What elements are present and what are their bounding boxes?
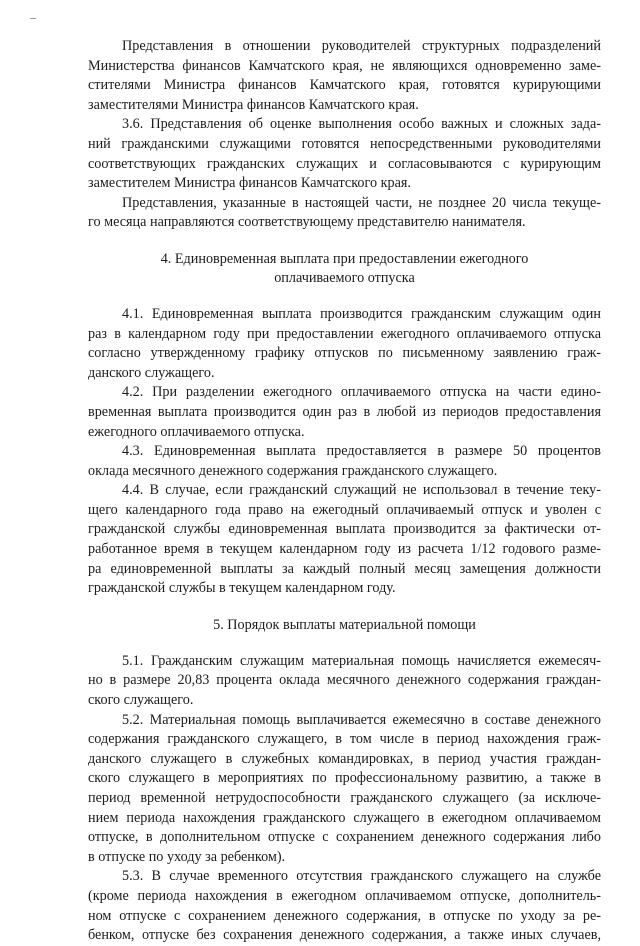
text-line: заместителями Министра финансов Камчатского края. [88,96,419,113]
text-line: ежегодного оплачиваемого отпуска. [88,423,305,440]
text-line: соответствующих гражданских служащих и согласовываются с курирующим [88,155,601,172]
paragraph-5-1 [88,652,601,711]
text-line: оклада месячного денежного содержания гражданского служащего. [88,462,498,479]
text-line: гражданской службы в текущем календарном году. [88,580,396,597]
text-line: отпуске, в дополнительном отпуске с сохранением денежного содержания либо [88,829,601,846]
paragraph-deadline [88,194,601,233]
text-line: ского служащего в мероприятиях по профессиональному развитию, а также в [88,770,601,787]
text-line: ном отпуске с сохранением денежного содержания, в отпуске по уходу за ре- [88,907,601,924]
paragraph-4-1 [88,305,601,383]
text-line: 5.3. В случае временного отсутствия гражданского служащего на службе [122,868,601,885]
text-line: бенком, отпуске без сохранения денежного содержания, а также иных случаев, [88,927,601,944]
heading-line: 5. Порядок выплаты материальной помощи [213,616,476,633]
text-line: 4.4. В случае, если гражданский служащий не использовал в течение теку- [122,482,601,499]
text-line: данского служащего. [88,364,215,381]
text-line: работанное время в текущем календарном году из расчета 1/12 годового разме- [88,541,601,558]
text-line: ра единовременной выплаты за каждый полный месяц замещения должности [88,560,601,577]
heading-line: 4. Единовременная выплата при предоставлении ежегодного [160,250,529,267]
text-line: временная выплата производится один раз в любой из периодов предоставления [88,403,601,420]
text-line: данского служащего в служебных командировках, в период участия граждан- [88,750,601,767]
paragraph-4-4 [88,481,601,599]
text-line: 5.1. Гражданским служащим материальная помощь начисляется ежемесяч- [122,652,601,669]
text-line: 5.2. Материальная помощь выплачивается ежемесячно в составе денежного [122,711,601,728]
text-line: щего календарного года право на ежегодный оплачиваемый отпуск и уволен с [88,501,601,518]
scan-mark [30,18,36,19]
text-line: в отпуске по уходу за ребенком). [88,848,286,865]
text-line: Министерства финансов Камчатского края, не являющихся одновременно заме- [88,57,601,74]
text-line: согласно утвержденному графику отпусков по письменному заявлению граж- [88,345,601,362]
text-line: стителями Министра финансов Камчатского края, готовятся курирующими [88,77,601,94]
text-line: нием периода нахождения гражданского служащего в ежегодном оплачиваемом [88,809,601,826]
document-body [88,37,601,946]
text-line: го месяца направляются соответствующему представителю нанимателя. [88,214,526,231]
paragraph-5-3 [88,867,601,945]
text-line: 4.1. Единовременная выплата производится гражданским служащим один [122,305,601,322]
text-line: 4.3. Единовременная выплата предоставляется в размере 50 процентов [122,443,601,460]
paragraph-representations-heads [88,37,601,115]
text-line: заместителем Министра финансов Камчатского края. [88,175,411,192]
text-line: но в размере 20,83 процента оклада месячного денежного содержания граждан- [88,672,601,689]
paragraph-3-6 [88,115,601,193]
section-4-heading [88,250,601,288]
text-line: (кроме периода нахождения в ежегодном оплачиваемом отпуске, дополнитель- [88,887,601,904]
text-line: период временной нетрудоспособности гражданского служащего (за исключе- [88,790,601,806]
text-line: 4.2. При разделении ежегодного оплачиваемого отпуска на части едино- [122,384,601,401]
text-line: Представления, указанные в настоящей части, не позднее 20 числа текуще- [122,194,601,211]
text-line: Представления в отношении руководителей структурных подразделений [122,38,601,54]
text-line: ний гражданскими служащими готовятся непосредственными руководителями [88,135,601,152]
text-line: содержания гражданского служащего, в том числе в период нахождения граж- [88,731,601,748]
paragraph-5-2 [88,711,601,868]
text-line: 3.6. Представления об оценке выполнения особо важных и сложных зада- [122,116,601,133]
paragraph-4-2 [88,383,601,442]
paragraph-4-3 [88,442,601,481]
text-line: гражданской службы единовременная выплата производится за фактически от- [88,521,601,538]
text-line: раз в календарном году при предоставлении ежегодного оплачиваемого отпуска [88,325,601,342]
heading-line: оплачиваемого отпуска [274,269,415,286]
section-5-heading [88,616,601,635]
text-line: ского служащего. [88,692,194,709]
